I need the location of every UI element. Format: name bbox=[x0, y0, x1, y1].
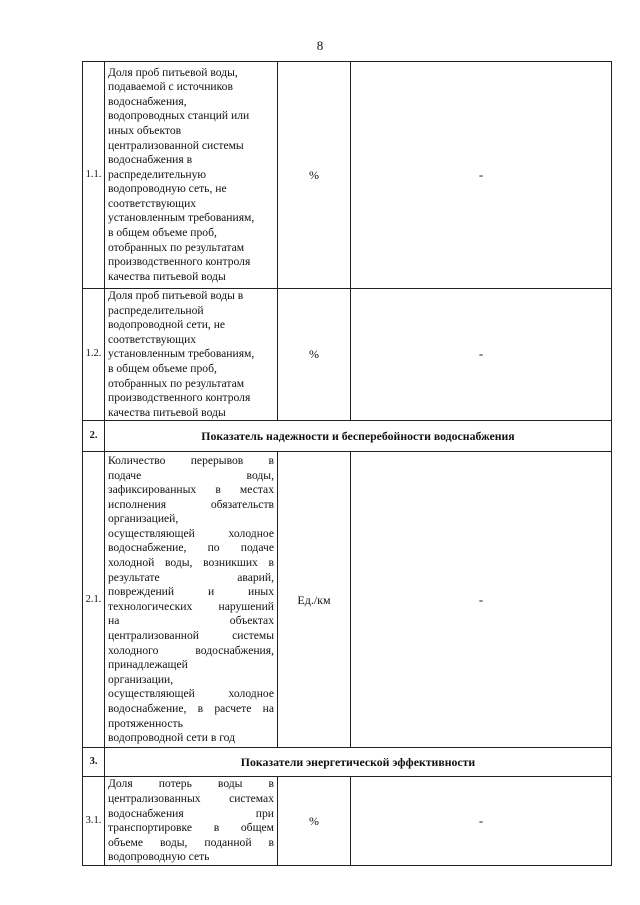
description-line: распределительную bbox=[108, 167, 207, 181]
description-line: принадлежащей bbox=[108, 658, 188, 672]
row-description bbox=[105, 289, 278, 421]
description-line: организации, bbox=[108, 672, 174, 686]
description-line: отобранных по результатам bbox=[108, 240, 245, 254]
description-line: технологических нарушений bbox=[108, 599, 274, 613]
row-description bbox=[105, 62, 278, 289]
row-value: - bbox=[351, 289, 612, 421]
row-value: - bbox=[351, 452, 612, 748]
description-line: установленным требованиям, bbox=[108, 347, 255, 361]
table-row bbox=[83, 62, 612, 289]
description-line: централизованной системы bbox=[108, 138, 244, 152]
description-line: Доля проб питьевой воды, bbox=[108, 65, 238, 79]
row-unit: % bbox=[278, 62, 351, 289]
row-number: 1.1. bbox=[83, 62, 105, 289]
description-line: качества питьевой воды bbox=[108, 405, 226, 419]
description-line: производственного контроля bbox=[108, 391, 251, 405]
description-line: водопроводных станций или bbox=[108, 109, 250, 123]
description-line: централизованных системах bbox=[108, 791, 274, 805]
description-line: водоснабжение, по подаче bbox=[108, 541, 274, 555]
description-line: объеме воды, поданной в bbox=[108, 835, 274, 849]
row-unit: % bbox=[278, 289, 351, 421]
row-number: 3.1. bbox=[83, 777, 105, 866]
description-line: подаче воды, bbox=[108, 468, 274, 482]
description-line: повреждений и иных bbox=[108, 585, 274, 599]
row-number: 2.1. bbox=[83, 452, 105, 748]
indicators-table bbox=[82, 61, 612, 866]
description-line: холодного водоснабжения, bbox=[108, 643, 274, 657]
description-line: зафиксированных в местах bbox=[108, 483, 274, 497]
description-line: водоснабжение, в расчете на bbox=[108, 702, 274, 715]
description-line: исполнения обязательств bbox=[108, 497, 274, 511]
description-line: водоснабжения в bbox=[108, 153, 193, 167]
row-number: 1.2. bbox=[83, 289, 105, 421]
row-description bbox=[105, 777, 278, 866]
description-line: Доля потерь воды в bbox=[108, 777, 274, 791]
description-line: Количество перерывов в bbox=[108, 453, 274, 467]
description-line: водопроводную сеть, не bbox=[108, 182, 227, 196]
description-line: осуществляющей холодное bbox=[108, 526, 274, 540]
description-line: иных объектов bbox=[108, 123, 182, 137]
description-line: соответствующих bbox=[108, 332, 197, 346]
row-value: - bbox=[351, 62, 612, 289]
section-row bbox=[83, 748, 612, 777]
description-line: на объектах bbox=[108, 614, 274, 628]
description-line: холодной воды, возникших в bbox=[108, 556, 274, 570]
section-number: 2. bbox=[83, 421, 105, 452]
section-title: Показатели энергетической эффективности bbox=[105, 748, 612, 777]
section-number: 3. bbox=[83, 748, 105, 777]
section-title: Показатель надежности и бесперебойности водоснабжения bbox=[105, 421, 612, 452]
description-line: распределительной bbox=[108, 303, 204, 317]
description-line: установленным требованиям, bbox=[108, 211, 255, 225]
page-number: 8 bbox=[316, 38, 324, 53]
description-line: протяженность bbox=[108, 716, 183, 730]
description-line: водопроводной сети в год bbox=[108, 731, 236, 745]
row-value: - bbox=[351, 777, 612, 866]
section-row bbox=[83, 421, 612, 452]
row-unit: % bbox=[278, 777, 351, 866]
description-line: транспортировке в общем bbox=[108, 821, 274, 835]
description-line: водоснабжения при bbox=[108, 806, 274, 820]
description-line: централизованной системы bbox=[108, 629, 274, 643]
description-line: соответствующих bbox=[108, 196, 197, 210]
table-row bbox=[83, 452, 612, 748]
description-line: водопроводной сети, не bbox=[108, 318, 226, 332]
description-line: водоснабжения, bbox=[108, 94, 187, 108]
description-line: результате аварий, bbox=[108, 570, 274, 584]
description-line: организацией, bbox=[108, 512, 179, 526]
description-line: отобранных по результатам bbox=[108, 376, 245, 390]
row-description bbox=[105, 452, 278, 748]
description-line: подаваемой с источников bbox=[108, 80, 233, 94]
table-row bbox=[83, 777, 612, 866]
description-line: в общем объеме проб, bbox=[108, 226, 217, 240]
description-line: в общем объеме проб, bbox=[108, 361, 217, 375]
row-unit: Ед./км bbox=[278, 452, 351, 748]
description-line: Доля проб питьевой воды в bbox=[108, 289, 244, 302]
description-line: водопроводную сеть bbox=[108, 850, 210, 864]
description-line: осуществляющей холодное bbox=[108, 687, 274, 701]
description-line: производственного контроля bbox=[108, 255, 251, 269]
description-line: качества питьевой воды bbox=[108, 269, 226, 283]
table-row bbox=[83, 289, 612, 421]
